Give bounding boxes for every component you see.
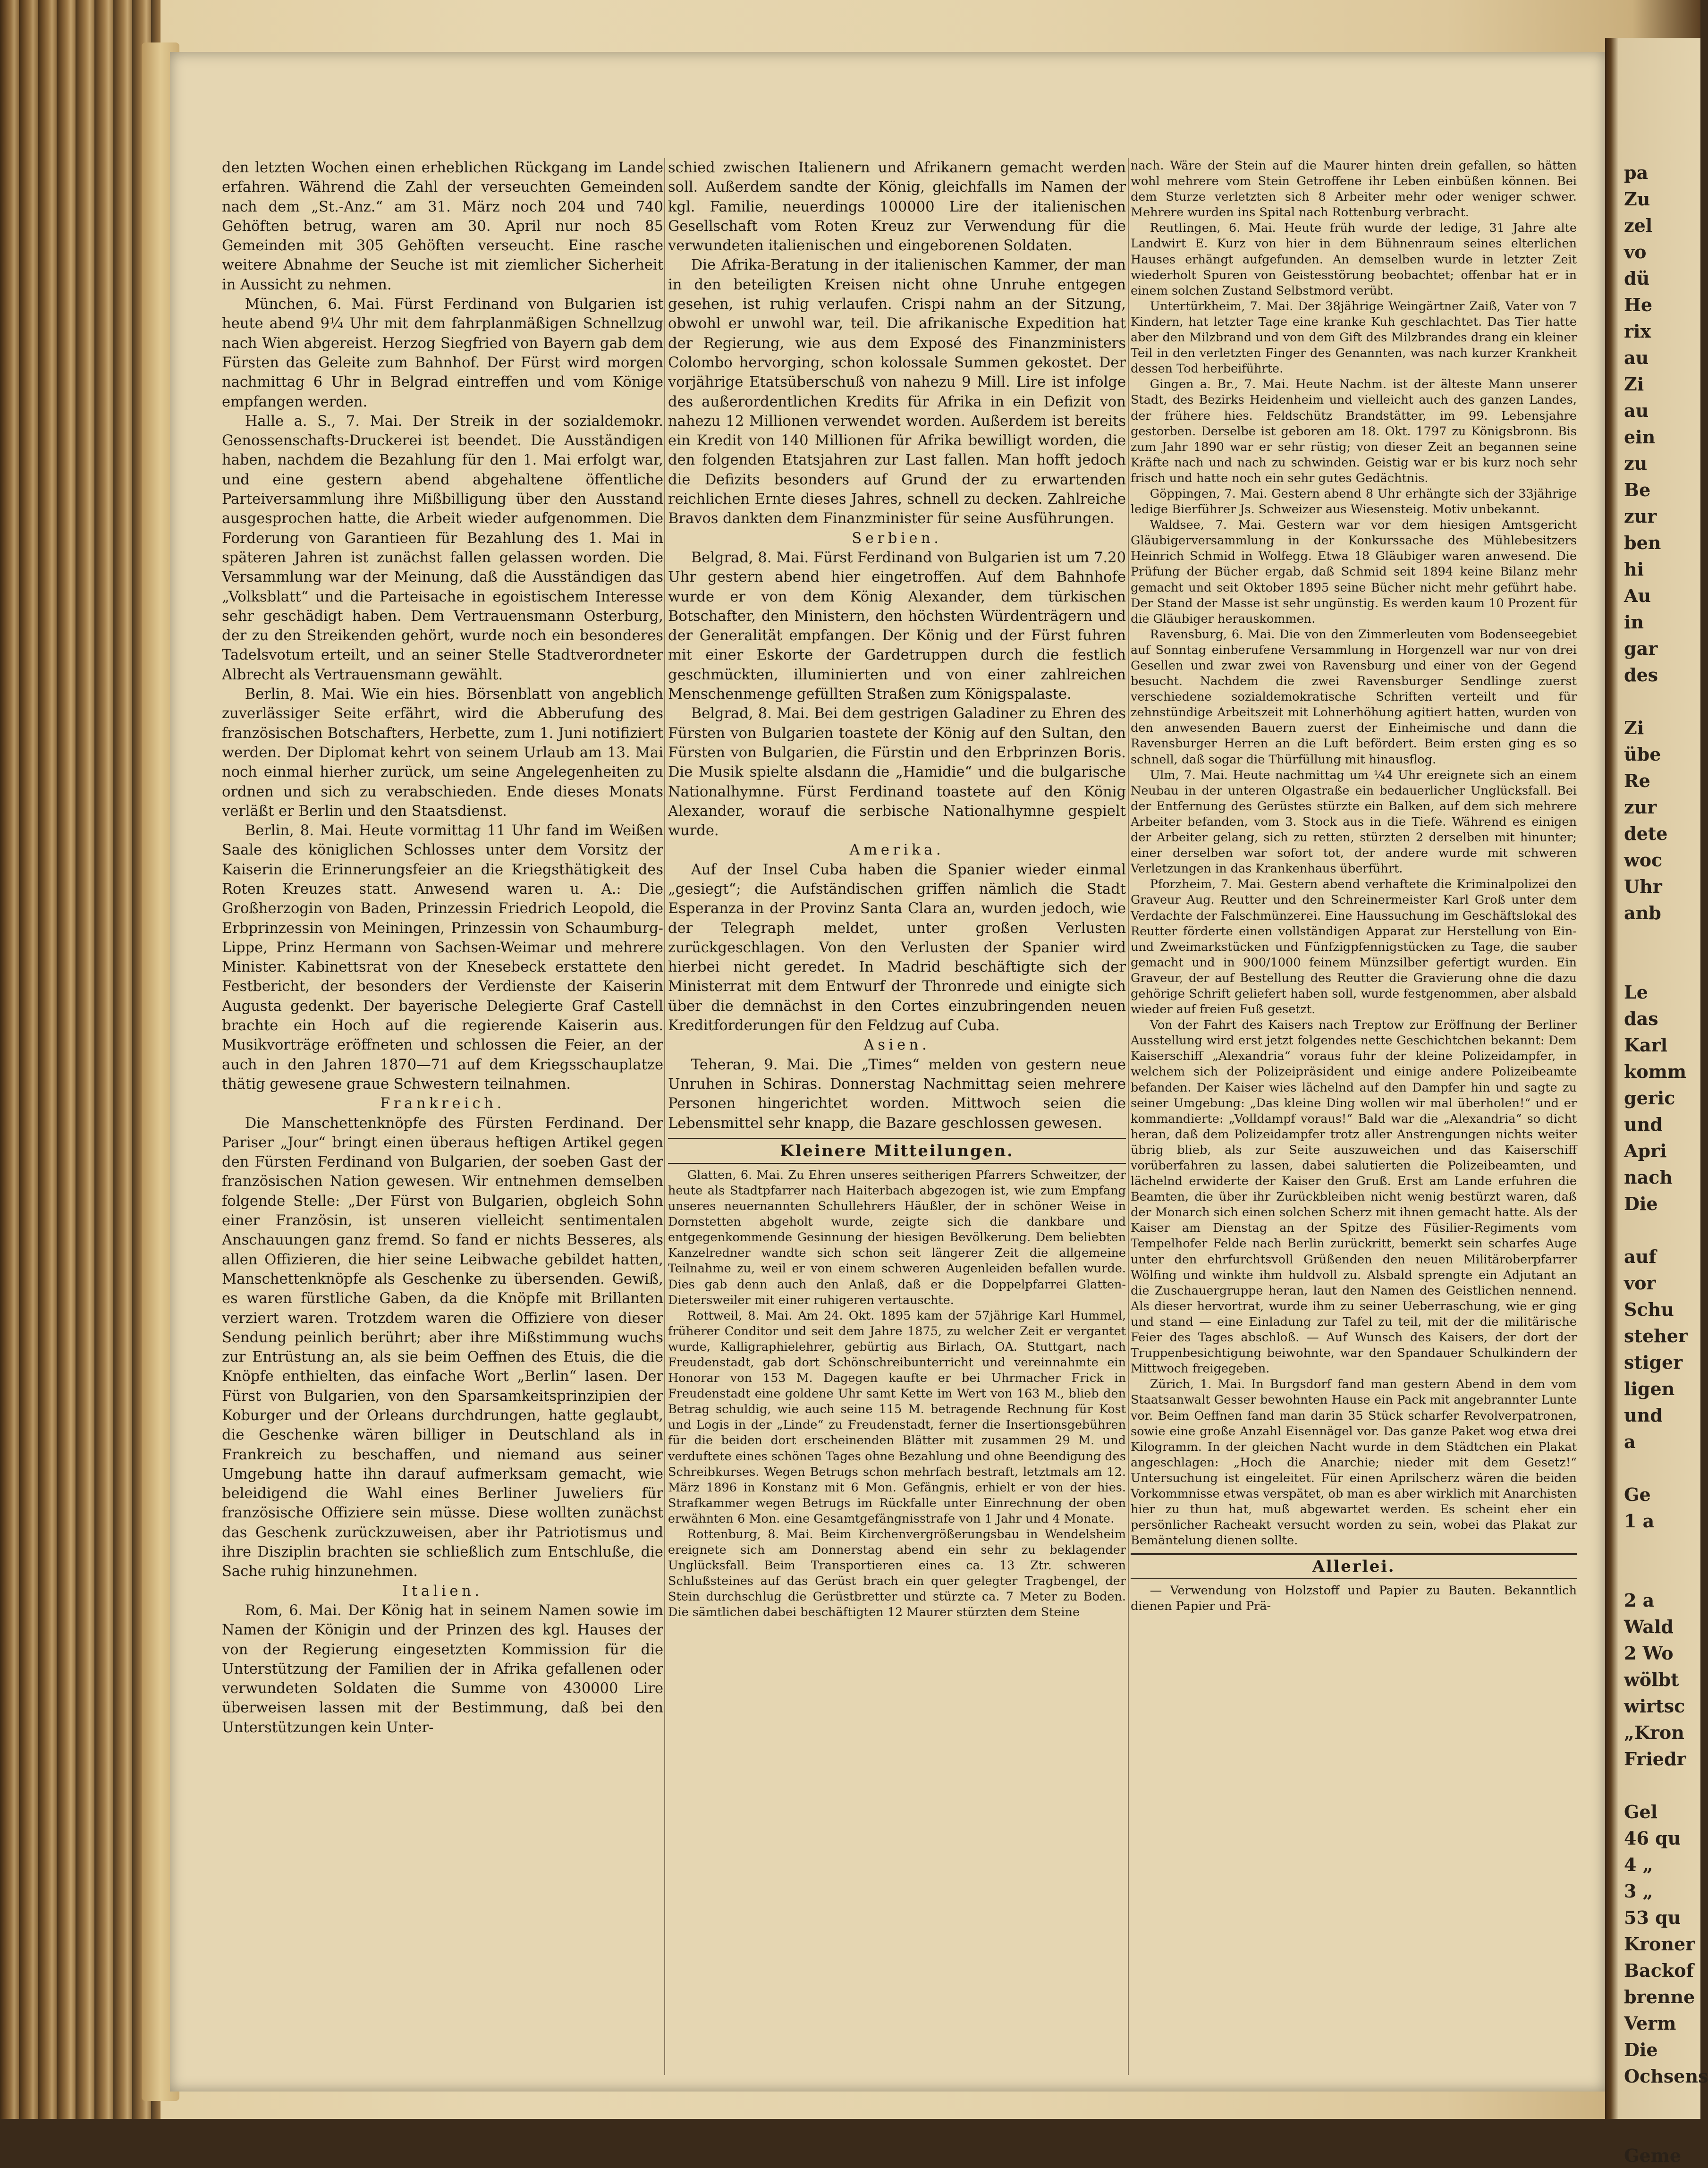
fragment-line: ein [1624, 426, 1656, 448]
fragment-line: Uhr [1624, 876, 1662, 897]
article-paragraph: Rom, 6. Mai. Der König hat in seinem Namen sowie im Namen der Königin und der Prinzen des kgl. Hauses der von der Regierung eingesetzten Kommission für die Unterstützung der Familien der in Afrika gefallenen oder verwundeten Soldaten die Summe von 430000 Lire überweisen lassen mit der Bestimmung, daß bei den Unterstützungen kein Unter- [222, 1602, 663, 1736]
fragment-line: woc [1624, 849, 1663, 871]
fragment-line: „Kron [1624, 1722, 1684, 1743]
box-heading: Kleinere Mitteilungen. [668, 1138, 1126, 1164]
fragment-line: hi [1624, 559, 1644, 580]
fragment-line: 3 „ [1624, 1880, 1653, 1902]
fragment-line: Re [1624, 770, 1650, 791]
article-paragraph: den letzten Wochen einen erheblichen Rückgang im Lande erfahren. Während die Zahl der verseuchten Gemeinden nach dem „St.-Anz.“ am 31. März noch 204 und 740 Gehöften betrug, waren am 30. April nur noch 85 Gemeinden mit 305 Gehöften verseucht. Eine rasche weitere Abnahme der Seuche ist mit ziemlicher Sicherheit in Aussicht zu nehmen. [222, 160, 663, 293]
article-paragraph: Glatten, 6. Mai. Zu Ehren unseres seitherigen Pfarrers Schweitzer, der heute als Stadtpfarrer nach Haiterbach abgezogen ist, wie zum Empfang unseres neuernannten Schullehrers Häußler, der in schöner Weise in Dornstetten abgeholt wurde, zeigte sich die dankbare und entgegenkommende Gesinnung der hiesigen Bevölkerung. Dem beliebten Kanzelredner wandte sich schon seit längerer Zeit die allgemeine Teilnahme zu, weil er von einem schweren Augenleiden befallen wurde. Dies gab denn auch den Anlaß, daß er die Doppelpfarrei Glatten-Dietersweiler mit einer ruhigeren vertauschte. [668, 1168, 1126, 1307]
fragment-line: Backof [1624, 1960, 1694, 1981]
fragment-line: He [1624, 294, 1653, 315]
article-paragraph: Ravensburg, 6. Mai. Die von den Zimmerleuten vom Bodenseegebiet auf Sonntag einberufene Versammlung in Horgenzell war nur von drei Gesellen und zwar zwei von Ravensburg und einer von der Gegend besucht. Nachdem die zwei Ravensburger Sendlinge zuerst verschiedene sozialdemokratische Schriften verteilt und für zehnstündige Arbeitszeit mit Lohnerhöhung agitiert hatten, wurden von den anwesenden Bauern zuerst der Einheimische und dann die Ravensburger Herren an die Luft befördert. Beim ersten ging es so schnell, daß sogar die Thürfüllung mit hinausflog. [1131, 627, 1577, 767]
section-heading: Italien. [402, 1583, 483, 1600]
fragment-line: Schu [1624, 1299, 1674, 1320]
article-paragraph: Ulm, 7. Mai. Heute nachmittag um ¼4 Uhr ereignete sich an einem Neubau in der unteren Olgastraße ein bedauerlicher Unglücksfall. Bei der Entfernung des Gerüstes stürzte ein Balken, auf dem sich mehrere Arbeiter befanden, vom 3. Stock aus in die Tiefe. Während es einigen der Arbeiter gelang, sich zu retten, stürzten 2 derselben mit hinunter; einer derselben war sofort tot, der andere wurde mit schweren Verletzungen in das Krankenhaus überführt. [1131, 768, 1577, 876]
text-column-2 [668, 158, 1126, 2075]
fragment-line: pa [1624, 162, 1649, 183]
article-paragraph: — Verwendung von Holzstoff und Papier zu Bauten. Bekanntlich dienen Papier und Prä- [1131, 1584, 1577, 1614]
fragment-line: Die [1624, 2039, 1658, 2060]
fragment-line: und [1624, 1114, 1663, 1135]
text-column-1 [222, 158, 663, 2075]
fragment-line: au [1624, 347, 1649, 368]
fragment-line: Karl [1624, 1034, 1668, 1056]
fragment-line: geric [1624, 1087, 1675, 1109]
fragment-line: Gel [1624, 1801, 1658, 1822]
fragment-line: wölbt [1624, 1669, 1679, 1690]
fragment-line: Die [1624, 1193, 1658, 1214]
column-divider [664, 158, 665, 2075]
fragment-line: rix [1624, 321, 1651, 342]
fragment-line: Ochsens [1624, 2066, 1708, 2087]
text-column-3 [1131, 158, 1577, 2075]
article-paragraph: Untertürkheim, 7. Mai. Der 38jährige Weingärtner Zaiß, Vater von 7 Kindern, hat letzter Tage eine kranke Kuh geschlachtet. Das Tier hatte aber den Milzbrand und von dem Gift des Milzbrandes drang ein kleiner Teil in den verletzten Finger des Genannten, was nach kurzer Krankheit dessen Tod herbeiführte. [1131, 299, 1577, 376]
article-paragraph: Zürich, 1. Mai. In Burgsdorf fand man gestern Abend in dem vom Staatsanwalt Gesser bewohnten Hause ein Pack mit angebrannter Lunte vor. Beim Oeffnen fand man darin 35 Stück scharfer Revolverpatronen, sowie eine große Anzahl Eisennägel vor. Das ganze Paket wog etwa drei Kilogramm. In der gleichen Nacht wurde in dem Städtchen ein Plakat angeschlagen: „Hoch die Anarchie; nieder mit dem Gesetz!“ Untersuchung ist eingeleitet. Für einen Aprilscherz wären die beiden Vorkommnisse etwas verspätet, ob man es aber wirklich mit Anarchisten hier zu thun hat, muß abgewartet werden. Es scheint eher ein persönlicher Racheakt versucht worden zu sein, wobei das Plakat zur Bemäntelung dienen sollte. [1131, 1377, 1577, 1548]
article-paragraph: Die Manschettenknöpfe des Fürsten Ferdinand. Der Pariser „Jour“ bringt einen überaus heftigen Artikel gegen den Fürsten Ferdinand von Bulgarien, der soeben Gast der französischen Nation gewesen. Wir entnehmen demselben folgende Stelle: „Der Fürst von Bulgarien, obgleich Sohn einer Französin, ist unseren vielleicht sentimentalen Anschauungen ganz fremd. So fand er nichts Besseres, als allen Offizieren, die hier seine Leibwache gebildet hatten, Manschettenknöpfe als Geschenke zu übersenden. Gewiß, es waren fürstliche Gaben, da die Knöpfe mit Brillanten verziert waren. Trotzdem waren die Offiziere von dieser Sendung peinlich berührt; aber ihre Mißstimmung wuchs zur Entrüstung an, als sie beim Oeffnen des Etuis, die die Knöpfe enthielten, das einfache Wort „Berlin“ lasen. Der Fürst von Bulgarien, von den Sparsamkeitsprinzipien der Koburger und der Orleans durchdrungen, hatte geglaubt, die Geschenke wären billiger in Deutschland als in Frankreich zu beschaffen, und niemand aus seiner Umgebung hatte ihn darauf aufmerksam gemacht, wie beleidigend die Wahl eines Berliner Juweliers für französische Offiziere sein müsse. Diese wollten zunächst das Geschenk zurückzuweisen, aber ihr Patriotismus und ihre Disziplin brachten sie schließlich zum Entschluße, die Sache ruhig hinzunehmen. [222, 1115, 663, 1580]
fragment-line: Ge [1624, 1484, 1651, 1505]
fragment-line: und [1624, 1405, 1663, 1426]
article-paragraph: nach. Wäre der Stein auf die Maurer hinten drein gefallen, so hätten wohl mehrere vom Stein Getroffene ihr Leben einbüßen können. Bei dem Sturze verletzten sich 8 Arbeiter mehr oder weniger schwer. Mehrere wurden ins Spital nach Rottenburg verbracht. [1131, 159, 1577, 220]
fragment-line: 4 „ [1624, 1854, 1653, 1875]
article-paragraph: Rottenburg, 8. Mai. Beim Kirchenvergrößerungsbau in Wendelsheim ereignete sich am Donnerstag abend ein sehr zu beklagender Unglücksfall. Beim Transportieren eines ca. 13 Ztr. schweren Schlußsteines auf das Gerüst brach ein quer gelegter Tragbengel, der Stein durchschlug die Gerüstbretter und stürzte ca. 7 Meter zu Boden. Die sämtlichen dabei beschäftigten 12 Maurer stürzten dem Steine [668, 1527, 1126, 1620]
article-paragraph: München, 6. Mai. Fürst Ferdinand von Bulgarien ist heute abend 9¼ Uhr mit dem fahrplanmäßigen Schnellzug nach Wien abgereist. Herzog Siegfried von Bayern gab dem Fürsten das Geleite zum Bahnhof. Der Fürst wird morgen nachmittag 6 Uhr in Belgrad eintreffen und vom Könige empfangen werden. [222, 296, 663, 410]
fragment-line: übe [1624, 744, 1661, 765]
article-paragraph: Göppingen, 7. Mai. Gestern abend 8 Uhr erhängte sich der 33jährige ledige Bierführer Js. Schweizer aus Wiesensteig. Motiv unbekannt. [1131, 486, 1577, 517]
article-paragraph: Von der Fahrt des Kaisers nach Treptow zur Eröffnung der Berliner Ausstellung wird erst jetzt folgendes nette Geschichtchen bekannt: Dem Kaiserschiff „Alexandria“ voraus fuhr der kleine Polizeidampfer, in welchem sich der Polizeipräsident und einige andere Polizeibeamte befanden. Der Kaiser wies lächelnd auf den Dampfer hin und sagte zu seiner Umgebung: „Das kleine Ding wollen wir mal überholen!“ und er kommandierte: „Volldampf voraus!“ Bald war die „Alexandria“ so dicht heran, daß dem Polizeidampfer trotz aller Anstrengungen nichts weiter übrig blieb, als zur Seite auszuweichen und das Kaiserschiff vorüberfahren zu lassen, dabei salutierten die Polizeibeamten, und lächelnd erwiderte der Kaiser den Gruß. Erst am Lande erfuhren die Beamten, die über ihr Zurückbleiben nicht wenig bestürzt waren, daß der Monarch sich einen solchen Scherz mit ihnen gemacht hatte. Als der Kaiser am Dienstag an der Spitze des Füsilier-Regiments vom Tempelhofer Felde nach Berlin zurückritt, bemerkt sein scharfes Auge unter den ehrfurchtsvoll Grüßenden den neuen Militäroberpfarrer Wölfing und winkte ihm huldvoll zu. Alsbald sprengte ein Adjutant an die Zuschauergruppe heran, laut den Namen des Geistlichen nennend. Als dieser hervortrat, wurde ihm zu seiner Ueberraschung, wie er ging und stand — eine Einladung zur Tafel zu teil, mit der die militärische Feier des Tages abschloß. — Auf Wunsch des Kaisers, der dort der Truppenbesichtigung beiwohnte, war den Spandauer Schulkindern der Mittwoch freigegeben. [1131, 1018, 1577, 1376]
article-paragraph: Reutlingen, 6. Mai. Heute früh wurde der ledige, 31 Jahre alte Landwirt E. Kurz von hier in dem Bühnenraum seines elterlichen Hauses erhängt aufgefunden. An demselben wurde in letzter Zeit wiederholt Spuren von Geistesstörung beobachtet; offenbar hat er in einem solchen Zustand Selbstmord verübt. [1131, 221, 1577, 298]
fragment-line: zur [1624, 796, 1657, 818]
fragment-line: vor [1624, 1272, 1656, 1294]
fragment-line: zel [1624, 215, 1653, 236]
fragment-line: ben [1624, 532, 1661, 553]
fragment-line: auf [1624, 1246, 1657, 1267]
fragment-line: Be [1624, 479, 1651, 500]
article-paragraph: Auf der Insel Cuba haben die Spanier wieder einmal „gesiegt“; die Aufständischen griffen nämlich die Stadt Esperanza in der Provinz Santa Clara an, wurden jedoch, wie der Telegraph meldet, unter großen Verlusten zurückgeschlagen. Von den Verlusten der Spanier wird hierbei nicht geredet. In Madrid beschäftigte sich der Ministerrat mit dem Entwurf der Thronrede und einigte sich über die demnächst in den Cortes einzubringenden neuen Kreditforderungen für den Feldzug auf Cuba. [668, 861, 1126, 1034]
fragment-line: Geme [1624, 2145, 1682, 2166]
fragment-line: das [1624, 1008, 1658, 1029]
fragment-line: nach [1624, 1167, 1673, 1188]
adjacent-page-fragment [1605, 38, 1708, 2166]
box-heading: Allerlei. [1131, 1553, 1577, 1579]
fragment-line: 53 qu [1624, 1907, 1681, 1928]
article-paragraph: Rottweil, 8. Mai. Am 24. Okt. 1895 kam der 57jährige Karl Hummel, früherer Conditor und seit dem Jahre 1875, zu welcher Zeit er vergantet wurde, Kalligraphielehrer, gebürtig aus Birlach, OA. Stuttgart, nach Freudenstadt, gab dort Schönschreibunterricht und vereinnahmte ein Honorar von 153 M. Dagegen kaufte er bei Uhrmacher Frick in Freudenstadt eine goldene Uhr samt Kette im Wert von 163 M., blieb den Betrag schuldig, wie auch seine 115 M. betragende Rechnung für Kost und Logis in der „Linde“ zu Freudenstadt, ferner die Insertionsgebühren für die beiden dort erscheinenden Blätter mit zusammen 29 M. und verduftete eines schönen Tages ohne Bezahlung und ohne Beendigung des Schreibkurses. Wegen Betrugs schon mehrfach bestraft, letztmals am 12. März 1896 in Konstanz mit 6 Mon. Gefängnis, erhielt er von der hies. Strafkammer wegen Betrugs im Rückfalle unter Einrechnung der oben erwähnten 6 Mon. eine Gesamtgefängnisstrafe von 1 Jahr und 4 Monate. [668, 1308, 1126, 1526]
fragment-line: 2 Wo [1624, 1643, 1674, 1664]
fragment-line: des [1624, 664, 1658, 686]
fragment-line: ligen [1624, 1378, 1675, 1399]
article-paragraph: Belgrad, 8. Mai. Bei dem gestrigen Galadiner zu Ehren des Fürsten von Bulgarien toastete der König auf den Sultan, den Fürsten von Bulgarien, die Fürstin und den Erbprinzen Boris. Die Musik spielte alsdann die „Hamidie“ und die bulgarische Nationalhymne. Fürst Ferdinand toastete auf den König Alexander, worauf die serbische Nationalhymne gespielt wurde. [668, 705, 1126, 839]
fragment-line: Zi [1624, 717, 1644, 738]
fragment-line: a [1624, 1431, 1636, 1452]
fragment-line: Zu [1624, 188, 1650, 210]
article-paragraph: Waldsee, 7. Mai. Gestern war vor dem hiesigen Amtsgericht Gläubigerversammlung in der Konkurssache des Mühlebesitzers Heinrich Schmid in Wolfegg. Etwa 18 Gläubiger waren anwesend. Die Prüfung der Bücher ergab, daß Schmid seit 1894 keine Bilanz mehr gemacht und seit Oktober 1895 seine Bücher nicht mehr geführt habe. Der Stand der Masse ist sehr ungünstig. Es werden kaum 10 Prozent für die Gläubiger herauskommen. [1131, 518, 1577, 626]
fragment-line: gar [1624, 638, 1658, 659]
fragment-line: zu [1624, 453, 1648, 474]
fragment-line: 2 a [1624, 1590, 1655, 1611]
article-paragraph: Teheran, 9. Mai. Die „Times“ melden von gestern neue Unruhen in Schiras. Donnerstag Nachmittag seien mehrere Personen hingerichtet worden. Mittwoch seien die Lebensmittel sehr knapp, die Bazare geschlossen gewesen. [668, 1056, 1126, 1132]
column-divider [1128, 158, 1129, 2075]
article-paragraph: Pforzheim, 7. Mai. Gestern abend verhaftete die Kriminalpolizei den Graveur Aug. Reutter und den Schreinermeister Karl Groß unter dem Verdachte der Falschmünzerei. Eine Haussuchung im Geschäftslokal des Reutter förderte einen vollständigen Apparat zur Herstellung von Ein- und Zweimarkstücken und Fünfzigpfennigstücken zu Tage, die sauber gemacht und in 900/1000 feinem Münzsilber gefertigt wurden. Ein Graveur, der auf Bestellung des Reutter die Gravierung ohne die dazu gehörige Schrift geliefert haben soll, wurde festgenommen, aber alsbald wieder auf freien Fuß gesetzt. [1131, 877, 1577, 1017]
article-paragraph: schied zwischen Italienern und Afrikanern gemacht werden soll. Außerdem sandte der König, gleichfalls im Namen der kgl. Familie, neuerdings 100000 Lire der italienischen Gesellschaft vom Roten Kreuz zur Verwendung für die verwundeten italienischen und eingeborenen Soldaten. [668, 160, 1126, 254]
fragment-line: au [1624, 400, 1649, 421]
article-paragraph: Berlin, 8. Mai. Wie ein hies. Börsenblatt von angeblich zuverlässiger Seite erfährt, wird die Abberufung des französischen Botschafters, Herbette, zum 1. Juni notifiziert werden. Der Diplomat kehrt von seinem Urlaub am 13. Mai noch einmal hierher zurück, um seine Angelegenheiten zu ordnen und sich zu verabschieden. Ende dieses Monats verläßt er Berlin und den Staatsdienst. [222, 686, 663, 820]
fragment-line: Verm [1624, 2013, 1676, 2034]
fragment-line: brenne [1624, 1986, 1695, 2007]
fragment-line: wirtsc [1624, 1695, 1685, 1717]
fragment-line: anb [1624, 902, 1661, 923]
section-heading: Asien. [863, 1037, 930, 1054]
fragment-line: dü [1624, 268, 1650, 289]
article-paragraph: Gingen a. Br., 7. Mai. Heute Nachm. ist der älteste Mann unserer Stadt, des Bezirks Heidenheim und vielleicht auch des ganzen Landes, der frühere hies. Feldschütz Brandstätter, im 99. Lebensjahre gestorben. Derselbe ist geboren am 18. Okt. 1797 zu Königsbronn. Bis zum Jahr 1890 war er sehr rüstig; von dieser Zeit an begannen seine Kräfte nach und nach zu schwinden. Geistig war er bis kurz noch sehr frisch und hatte noch ein sehr gutes Gedächtnis. [1131, 377, 1577, 485]
section-heading: Frankreich. [380, 1095, 505, 1112]
section-heading: Serbien. [852, 530, 942, 547]
fragment-line: steher [1624, 1325, 1688, 1347]
book-binding [0, 0, 161, 2119]
fragment-line: 46 qu [1624, 1828, 1681, 1849]
fragment-line: zur [1624, 506, 1657, 527]
fragment-line: stiger [1624, 1352, 1683, 1373]
fragment-line: Apri [1624, 1140, 1667, 1161]
fragment-line: Wald [1624, 1616, 1674, 1637]
fragment-line: Le [1624, 982, 1648, 1003]
fragment-line: 1 a [1624, 1510, 1655, 1532]
fragment-line: Zi [1624, 373, 1644, 395]
article-paragraph: Die Afrika-Beratung in der italienischen Kammer, der man in den beteiligten Kreisen nicht ohne Unruhe entgegen gesehen, ist ruhig verlaufen. Crispi nahm an der Sitzung, obwohl er unwohl war, teil. Die afrikanische Expedition hat der Regierung, wie aus dem Exposé des Finanzministers Colombo hervorging, schon kolossale Summen gekostet. Der vorjährige Etatsüberschuß von nahezu 9 Mill. Lire ist infolge des außerordentlichen Kredits für Afrika in ein Defizit von nahezu 12 Millionen verwendet worden. Außerdem ist bereits ein Kredit von 140 Millionen für Afrika bewilligt worden, die den folgenden Etatsjahren zur Last fallen. Man hofft jedoch die Defizits besonders auf Grund der zu erwartenden reichlichen Ernte dieses Jahres, schnell zu decken. Zahlreiche Bravos dankten dem Finanzminister für seine Ausführungen. [668, 257, 1126, 527]
article-paragraph: Berlin, 8. Mai. Heute vormittag 11 Uhr fand im Weißen Saale des königlichen Schlosses unter dem Vorsitz der Kaiserin die Erinnerungsfeier an die Kriegsthätigkeit des Roten Kreuzes statt. Anwesend waren u. A.: Die Großherzogin von Baden, Prinzessin Friedrich Leopold, die Erbprinzessin von Meiningen, Prinzessin von Schaumburg-Lippe, Prinz Hermann von Sachsen-Weimar und mehrere Minister. Kabinettsrat von der Knesebeck erstattete den Festbericht, der besonders der Verdienste der Kaiserin Augusta gedenkt. Der bayerische Delegierte Graf Castell brachte ein Hoch auf die regierende Kaiserin aus. Musikvorträge eröffneten und schlossen die Feier, an der auch in den Jahren 1870—71 auf dem Kriegsschauplatze thätig gewesene graue Schwestern teilnahmen. [222, 822, 663, 1092]
fragment-line: in [1624, 611, 1644, 633]
fragment-line: vo [1624, 241, 1647, 263]
fragment-line: Friedr [1624, 1748, 1686, 1770]
fragment-line: Au [1624, 585, 1651, 606]
article-paragraph: Belgrad, 8. Mai. Fürst Ferdinand von Bulgarien ist um 7.20 Uhr gestern abend hier eingetroffen. Auf dem Bahnhofe wurde er von dem König Alexander, dem türkischen Botschafter, den Ministern, den höchsten Würdenträgern und der Generalität empfangen. Der König und der Fürst fuhren mit einer Eskorte der Gardetruppen durch die festlich geschmückten, illuminierten und von einer zahlreichen Menschenmenge gefüllten Straßen zum Königspalaste. [668, 549, 1126, 703]
article-paragraph: Halle a. S., 7. Mai. Der Streik in der sozialdemokr. Genossenschafts-Druckerei ist beendet. Die Ausständigen haben, nachdem die Bezahlung für den 1. Mai erfolgt war, und eine gestern abend abgehaltene öffentliche Parteiversammlung ihre Mißbilligung über den Ausstand ausgesprochen hatte, die Arbeit wieder aufgenommen. Die Forderung von Garantieen für Bezahlung des 1. Mai in späteren Jahren ist zunächst fallen gelassen worden. Die Versammlung war der Meinung, daß die Ausständigen das „Volksblatt“ und die Parteisache in egoistischem Interesse sehr geschädigt haben. Dem Vertrauensmann Osterburg, der zu den Streikenden gehört, wurde noch ein besonderes Tadelsvotum erteilt, und an seiner Stelle Stadtverordneter Albrecht als Vertrauensmann gewählt. [222, 413, 663, 683]
fragment-line: Kroner [1624, 1933, 1695, 1955]
fragment-line: dete [1624, 823, 1668, 844]
section-heading: Amerika. [849, 842, 945, 859]
fragment-line: komm [1624, 1061, 1687, 1082]
